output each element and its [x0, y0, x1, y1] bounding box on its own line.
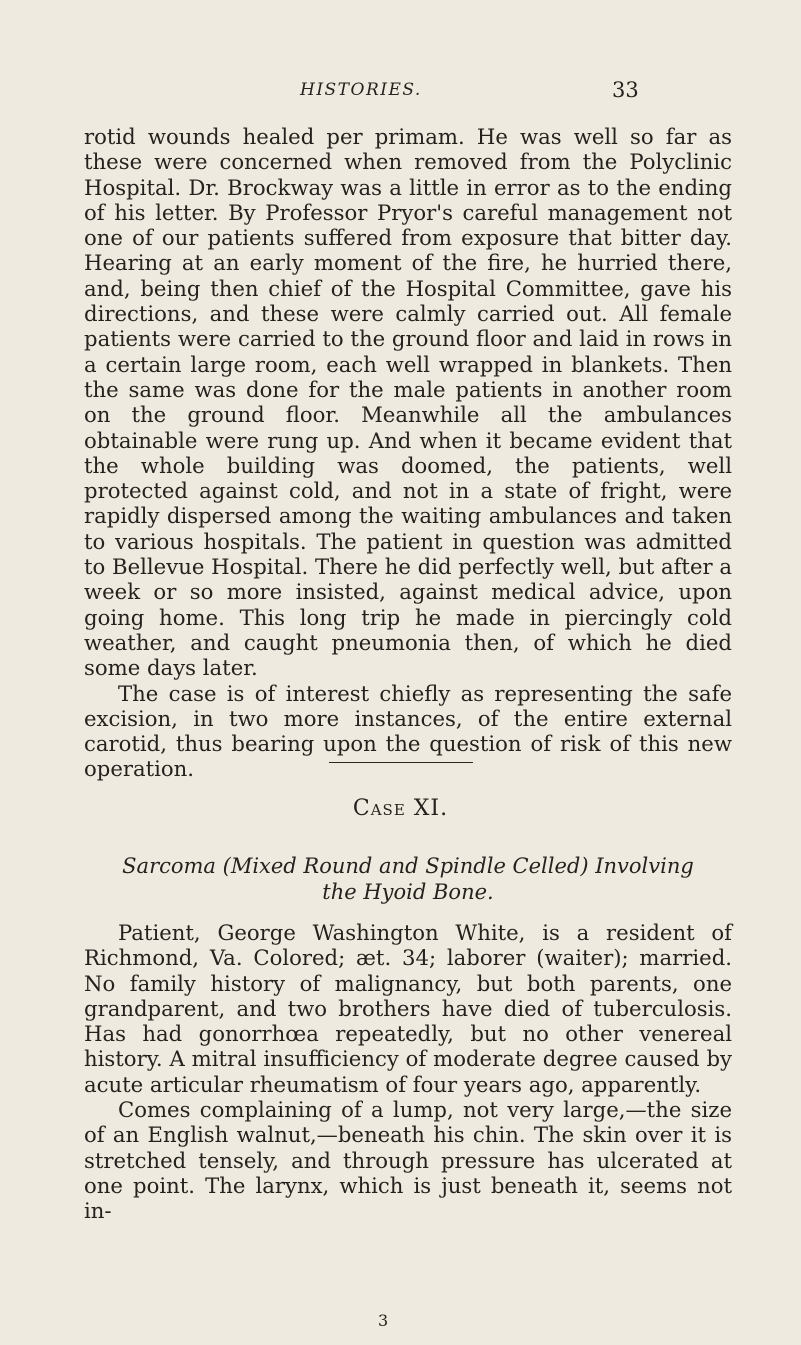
paragraph: rotid wounds healed per primam. He was well so far as these were concerned when removed from the Polyclinic Hospital. Dr. Brockway was a little in error as to the ending of his letter. By Professor Pryor's careful management not one of our patients suffered from exposure that bitter day. Hearing at an early moment of the fire, he hurried there, and, being then chief of the Hospital Committee, gave his directions, and these were calmly carried out. All female patients were carried to the ground floor and laid in rows in a certain large room, each well wrapped in blankets. Then the same was done for the male patients in another room on the ground floor. Meanwhile all the ambulances obtainable were rung up. And when it became evident that the whole building was doomed, the patients, well protected against cold, and not in a state of fright, were rapidly dispersed among the waiting ambulances and taken to various hospitals. The patient in question was admitted to Bellevue Hospital. There he did perfectly well, but after a week or so more insisted, against medical advice, upon going home. This long trip he made in piercingly cold weather, and caught pneumonia then, of which he died some days later.: [84, 124, 732, 681]
page-number: 33: [612, 78, 639, 102]
signature-mark: 3: [378, 1311, 389, 1330]
section-divider: [329, 762, 473, 763]
case-subtitle-line-1: Sarcoma (Mixed Round and Spindle Celled) Involving: [122, 854, 694, 878]
body-text-section-2: [84, 920, 732, 1224]
case-subtitle-line-2: the Hyoid Bone.: [322, 880, 494, 904]
running-head: [0, 78, 801, 108]
body-text-section-1: [84, 124, 732, 782]
case-subtitle: [84, 853, 732, 905]
case-heading: Case XI.: [352, 796, 449, 821]
paragraph: Comes complaining of a lump, not very large,—the size of an English walnut,—beneath his chin. The skin over it is stretched tensely, and through pressure has ulcerated at one point. The larynx, which is just beneath it, seems not in-: [84, 1097, 732, 1224]
paragraph: Patient, George Washington White, is a resident of Richmond, Va. Colored; æt. 34; laborer (waiter); married. No family history of malignancy, but both parents, one grandparent, and two brothers have died of tuberculosis. Has had gonorrhœa repeatedly, but no other venereal history. A mitral insufficiency of moderate degree caused by acute articular rheumatism of four years ago, apparently.: [84, 920, 732, 1097]
paragraph: The case is of interest chiefly as representing the safe excision, in two more instances, of the entire external carotid, thus bearing upon the question of risk of this new operation.: [84, 680, 732, 782]
running-title: HISTORIES.: [300, 80, 422, 100]
